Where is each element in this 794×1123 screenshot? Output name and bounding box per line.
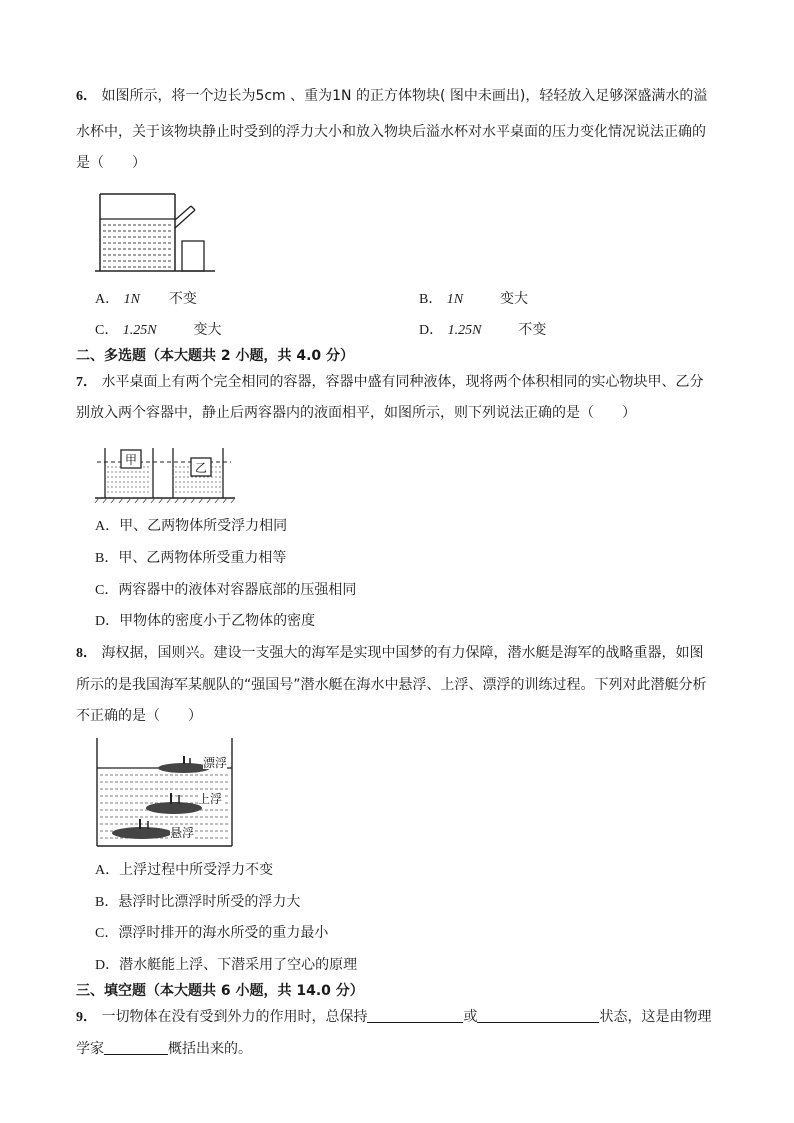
option-label: B． — [419, 292, 443, 307]
q8-number: 8． — [76, 646, 97, 661]
option-label: A． — [95, 519, 120, 534]
q6-overflow-cup-figure — [95, 186, 225, 276]
q7-number: 7． — [76, 375, 97, 390]
q7-stem-line-1: 水平桌面上有两个完全相同的容器，容器中盛有同种液体，现将两个体积相同的实心物块甲、乙分 — [101, 374, 704, 390]
q7-label-yi: 乙 — [194, 461, 208, 475]
option-text: 不变 — [518, 322, 547, 338]
q8-label-floating: 漂浮 — [202, 756, 228, 770]
q9-text-part-3: 状态，这是由物理 — [599, 1009, 712, 1025]
option-text: 甲物体的密度小于乙物体的密度 — [119, 613, 316, 629]
q9-line-2 — [76, 1039, 252, 1059]
q8-label-rising: 上浮 — [197, 792, 223, 806]
q8-option-d[interactable] — [95, 955, 357, 976]
q6-option-d[interactable] — [419, 320, 546, 341]
section-2-title: 二、多选题（本大题共 2 小题，共 4.0 分） — [76, 348, 355, 364]
option-text: 甲、乙两物体所受重力相等 — [118, 550, 287, 566]
q9-text-part-2: 或 — [463, 1009, 478, 1025]
option-text: 上浮过程中所受浮力不变 — [119, 862, 274, 878]
section-3-title: 三、填空题（本大题共 6 小题，共 14.0 分） — [76, 983, 364, 999]
q9-line-1 — [76, 1007, 711, 1028]
option-text: 悬浮时比漂浮时所受的浮力大 — [118, 894, 301, 910]
option-label: D． — [95, 958, 120, 973]
q8-line-1 — [76, 643, 703, 664]
option-label: C． — [95, 323, 119, 338]
option-label: A． — [95, 863, 120, 878]
q7-option-c[interactable] — [95, 580, 356, 601]
q8-option-b[interactable] — [95, 892, 300, 913]
option-text: 两容器中的液体对容器底部的压强相同 — [118, 582, 357, 598]
q6-option-c[interactable] — [95, 320, 222, 341]
q7-line-1 — [76, 372, 703, 393]
q9-number: 9． — [76, 1010, 97, 1025]
q6-line-1 — [76, 86, 707, 107]
q7-option-a[interactable] — [95, 516, 287, 537]
option-label: D． — [95, 614, 120, 629]
q9-blank-1[interactable] — [367, 1008, 463, 1023]
q7-label-jia: 甲 — [124, 453, 138, 467]
q9-text-part-4: 学家 — [76, 1041, 104, 1057]
q6-stem-line-2: 水杯中，关于该物块静止时受到的浮力大小和放入物块后溢水杯对水平桌面的压力变化情况说法正确的 — [76, 124, 706, 140]
q6-number: 6． — [76, 89, 97, 104]
option-text: 漂浮时排开的海水所受的重力最小 — [118, 925, 329, 941]
q9-text-part-5: 概括出来的。 — [168, 1041, 252, 1057]
q7-option-d[interactable] — [95, 611, 315, 632]
q9-blank-2[interactable] — [477, 1008, 599, 1023]
q8-option-c[interactable] — [95, 923, 328, 944]
q8-stem-line-2: 所示的是我国海军某舰队的“强国号”潜水艇在海水中悬浮、上浮、漂浮的训练过程。下列对此潜艇分析 — [76, 677, 707, 693]
q8-stem-line-3: 不正确的是（ ） — [76, 708, 202, 724]
q6-option-a[interactable] — [95, 289, 197, 310]
q8-option-a[interactable] — [95, 860, 273, 881]
option-text: 变大 — [193, 322, 222, 338]
q9-text-part-1: 一切物体在没有受到外力的作用时，总保持 — [101, 1009, 368, 1025]
q8-stem-line-1: 海权据，国则兴。建设一支强大的海军是实现中国梦的有力保障，潜水艇是海军的战略重器，如图 — [101, 645, 704, 661]
option-label: C． — [95, 583, 119, 598]
option-label: A． — [95, 292, 120, 307]
q7-stem-line-2: 别放入两个容器中，静止后两容器内的液面相平，如图所示，则下列说法正确的是（ ） — [76, 405, 636, 421]
q6-stem-line-3: 是（ ） — [76, 155, 146, 171]
option-value: 1N — [446, 292, 464, 307]
option-value: 1.25N — [122, 323, 157, 338]
option-text: 不变 — [168, 291, 197, 307]
option-label: D． — [419, 323, 444, 338]
q6-option-b[interactable] — [419, 289, 528, 310]
option-value: 1.25N — [447, 323, 482, 338]
q8-label-suspended: 悬浮 — [169, 826, 195, 840]
q9-blank-3[interactable] — [104, 1040, 168, 1055]
option-text: 甲、乙两物体所受浮力相同 — [119, 518, 288, 534]
option-text: 变大 — [500, 291, 529, 307]
q6-stem-line-1: 如图所示，将一个边长为5cm 、重为1N 的正方体物块( 图中未画出)，轻轻放入足够深盛满水的溢 — [101, 88, 708, 104]
option-label: B． — [95, 895, 119, 910]
option-value: 1N — [123, 292, 140, 307]
option-label: B． — [95, 551, 119, 566]
q8-submarine-figure — [92, 736, 242, 851]
option-label: C． — [95, 926, 119, 941]
option-text: 潜水艇能上浮、下潜采用了空心的原理 — [119, 957, 358, 973]
q7-two-containers-figure — [95, 440, 245, 510]
q7-option-b[interactable] — [95, 548, 286, 569]
